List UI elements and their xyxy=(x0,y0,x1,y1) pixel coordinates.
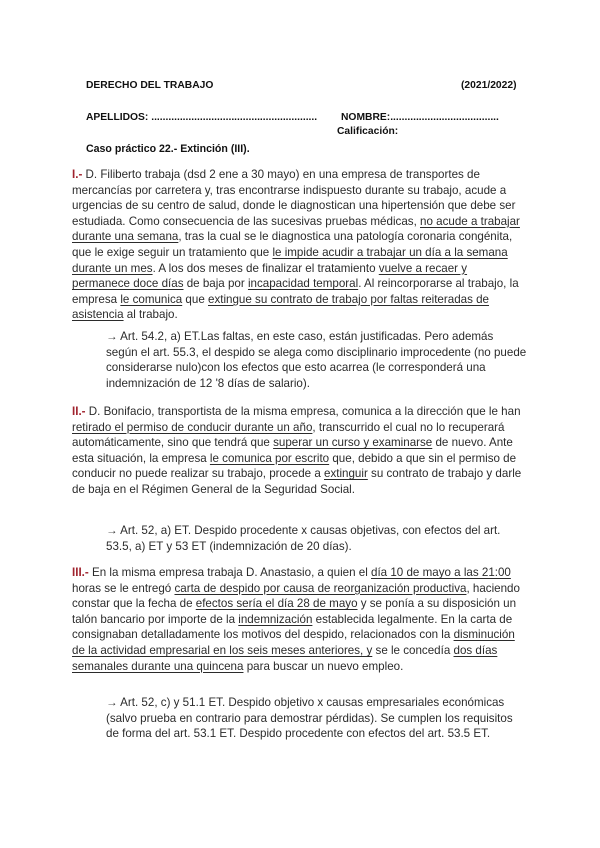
case-number: II.- xyxy=(72,405,86,418)
grade-field-label: Calificación: xyxy=(337,126,399,137)
case-number: I.- xyxy=(72,168,83,181)
case-text: En la misma empresa trabaja D. Anastasio, a quien el día 10 de mayo a las 21:00 horas se le entregó carta de despido por causa de reorganización productiva, haciendo constar que la fecha de efectos sería el día 28 de mayo y se ponía a su disposición un talón bancario por importe de la indemnización establecida legalmente. En la carta de consignaban detalladamente los motivos del despido, relacionados con la disminución de la actividad empresarial en los seis meses anteriores, y se le concedía dos días semanales durante una quincena para buscar un nuevo empleo. xyxy=(72,566,520,673)
case-paragraph-1 xyxy=(72,167,527,323)
case-text: D. Bonifacio, transportista de la misma empresa, comunica a la dirección que le han retirado el permiso de conducir durante un año, transcurrido el cual no lo recuperará automáticamente, sino que tendrá que superar un curso y examinarse de nuevo. Ante esta situación, la empresa le comunica por escrito que, debido a que sin el permiso de conducir no puede realizar su trabajo, procede a extinguir su contrato de trabajo y darle de baja en el Régimen General de la Seguridad Social. xyxy=(72,405,522,496)
case-paragraph-3 xyxy=(72,565,527,674)
case-paragraph-2 xyxy=(72,404,527,498)
case-answer-3: → Art. 52, c) y 51.1 ET. Despido objetivo x causas empresariales económicas (salvo prueba en contrario para demostrar pérdidas). Se cumplen los requisitos de forma del art. 53.1 ET. Despido procedente con efectos del art. 53.5 ET. xyxy=(106,696,513,741)
name-field-label: NOMBRE:...................................... xyxy=(341,112,499,123)
case-title: Caso práctico 22.- Extinción (III). xyxy=(86,143,250,155)
case-number: III.- xyxy=(72,566,89,579)
case-text: D. Filiberto trabaja (dsd 2 ene a 30 mayo) en una empresa de transportes de mercancías por carretera y, tras encontrarse indispuesto durante su trabajo, acude a urgencias de su centro de salud, donde le diagnostican una hipertensión que debe ser estudiada. Como consecuencia de las sucesivas pruebas médicas, no acude a trabajar durante una semana, tras la cual se le diagnostica una patología coronaria congénita, que le exige seguir un tratamiento que le impide acudir a trabajar un día a la semana durante un mes. A los dos meses de finalizar el tratamiento vuelve a recaer y permanece doce días de baja por incapacidad temporal. Al reincorporarse al trabajo, la empresa le comunica que extingue su contrato de trabajo por faltas reiteradas de asistencia al trabajo. xyxy=(72,168,520,322)
case-answer-2: → Art. 52, a) ET. Despido procedente x causas objetivas, con efectos del art. 53.5, a) ET y 53 ET (indemnización de 20 días). xyxy=(106,524,501,553)
surname-field-label: APELLIDOS: .......................................................... xyxy=(86,112,318,123)
case-answer-1: → Art. 54.2, a) ET.Las faltas, en este caso, están justificadas. Pero además según el art. 55.3, el despido se alega como disciplinario improcedente (no puede considerarse nulo)con los efectos que esto acarrea (le corresponderá una indemnización de 12 '8 días de salario). xyxy=(106,330,527,390)
academic-year: (2021/2022) xyxy=(461,80,517,91)
subject-title: DERECHO DEL TRABAJO xyxy=(86,80,214,91)
